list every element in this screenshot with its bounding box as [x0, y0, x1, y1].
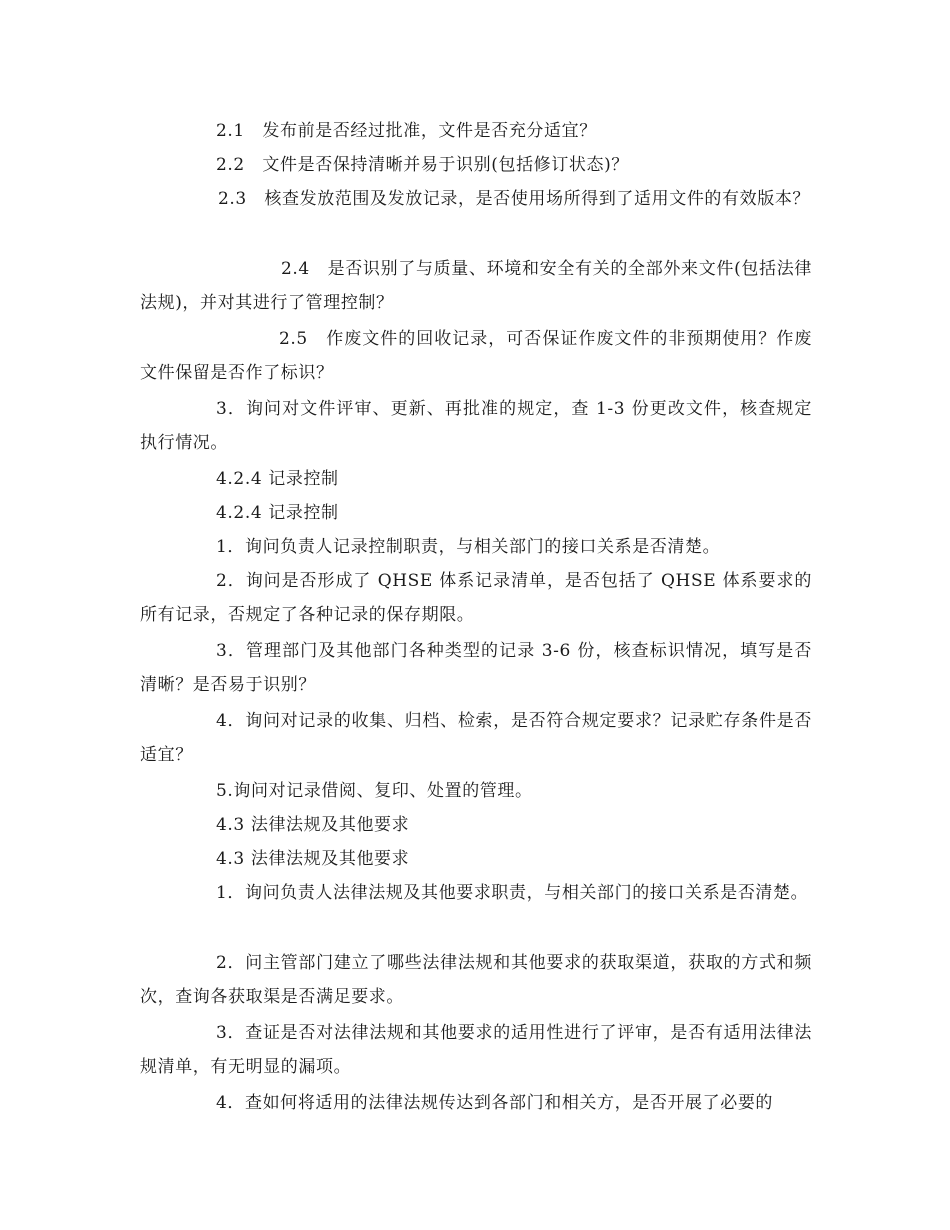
paragraph-record-1: 1．询问负责人记录控制职责，与相关部门的接口关系是否清楚。	[216, 537, 721, 557]
paragraph-2-5: 2.5 作废文件的回收记录，可否保证作废文件的非预期使用？作废文件保留是否作了标识？	[140, 329, 812, 383]
paragraph-3: 3．询问对文件评审、更新、再批准的规定，查 1-3 份更改文件，核查规定执行情况。	[140, 399, 812, 453]
paragraph-legal-4: 4．查如何将适用的法律法规传达到各部门和相关方，是否开展了必要的	[216, 1093, 774, 1113]
paragraph-record-4: 4．询问对记录的收集、归档、检索，是否符合规定要求？记录贮存条件是否适宜？	[140, 711, 812, 765]
paragraph-legal-3: 3．查证是否对法律法规和其他要求的适用性进行了评审，是否有适用法律法规清单，有无明显的漏项。	[140, 1023, 812, 1077]
paragraph-2-4: 2.4 是否识别了与质量、环境和安全有关的全部外来文件(包括法律法规)，并对其进行了管理控制？	[140, 259, 812, 313]
section-heading-legal-requirements: 4.3 法律法规及其他要求	[216, 815, 410, 835]
paragraph-record-2: 2．询问是否形成了 QHSE 体系记录清单，是否包括了 QHSE 体系要求的所有记录，否规定了各种记录的保存期限。	[140, 571, 812, 625]
section-heading-record-control: 4.2.4 记录控制	[216, 469, 339, 489]
paragraph-legal-2: 2．问主管部门建立了哪些法律法规和其他要求的获取渠道，获取的方式和频次，查询各获取渠是否满足要求。	[140, 953, 812, 1007]
paragraph-2-3: 2.3 核查发放范围及发放记录，是否使用场所得到了适用文件的有效版本？	[218, 189, 811, 209]
section-heading-legal-requirements: 4.3 法律法规及其他要求	[216, 849, 410, 869]
paragraph-2-1: 2.1 发布前是否经过批准，文件是否充分适宜？	[216, 121, 597, 141]
section-heading-record-control: 4.2.4 记录控制	[216, 503, 339, 523]
paragraph-2-2: 2.2 文件是否保持清晰并易于识别(包括修订状态)？	[216, 155, 629, 175]
paragraph-record-3: 3．管理部门及其他部门各种类型的记录 3-6 份，核查标识情况，填写是否清晰？是否易于识别？	[140, 641, 812, 695]
paragraph-record-5: 5.询问对记录借阅、复印、处置的管理。	[216, 781, 533, 801]
paragraph-legal-1: 1．询问负责人法律法规及其他要求职责，与相关部门的接口关系是否清楚。	[216, 883, 809, 903]
